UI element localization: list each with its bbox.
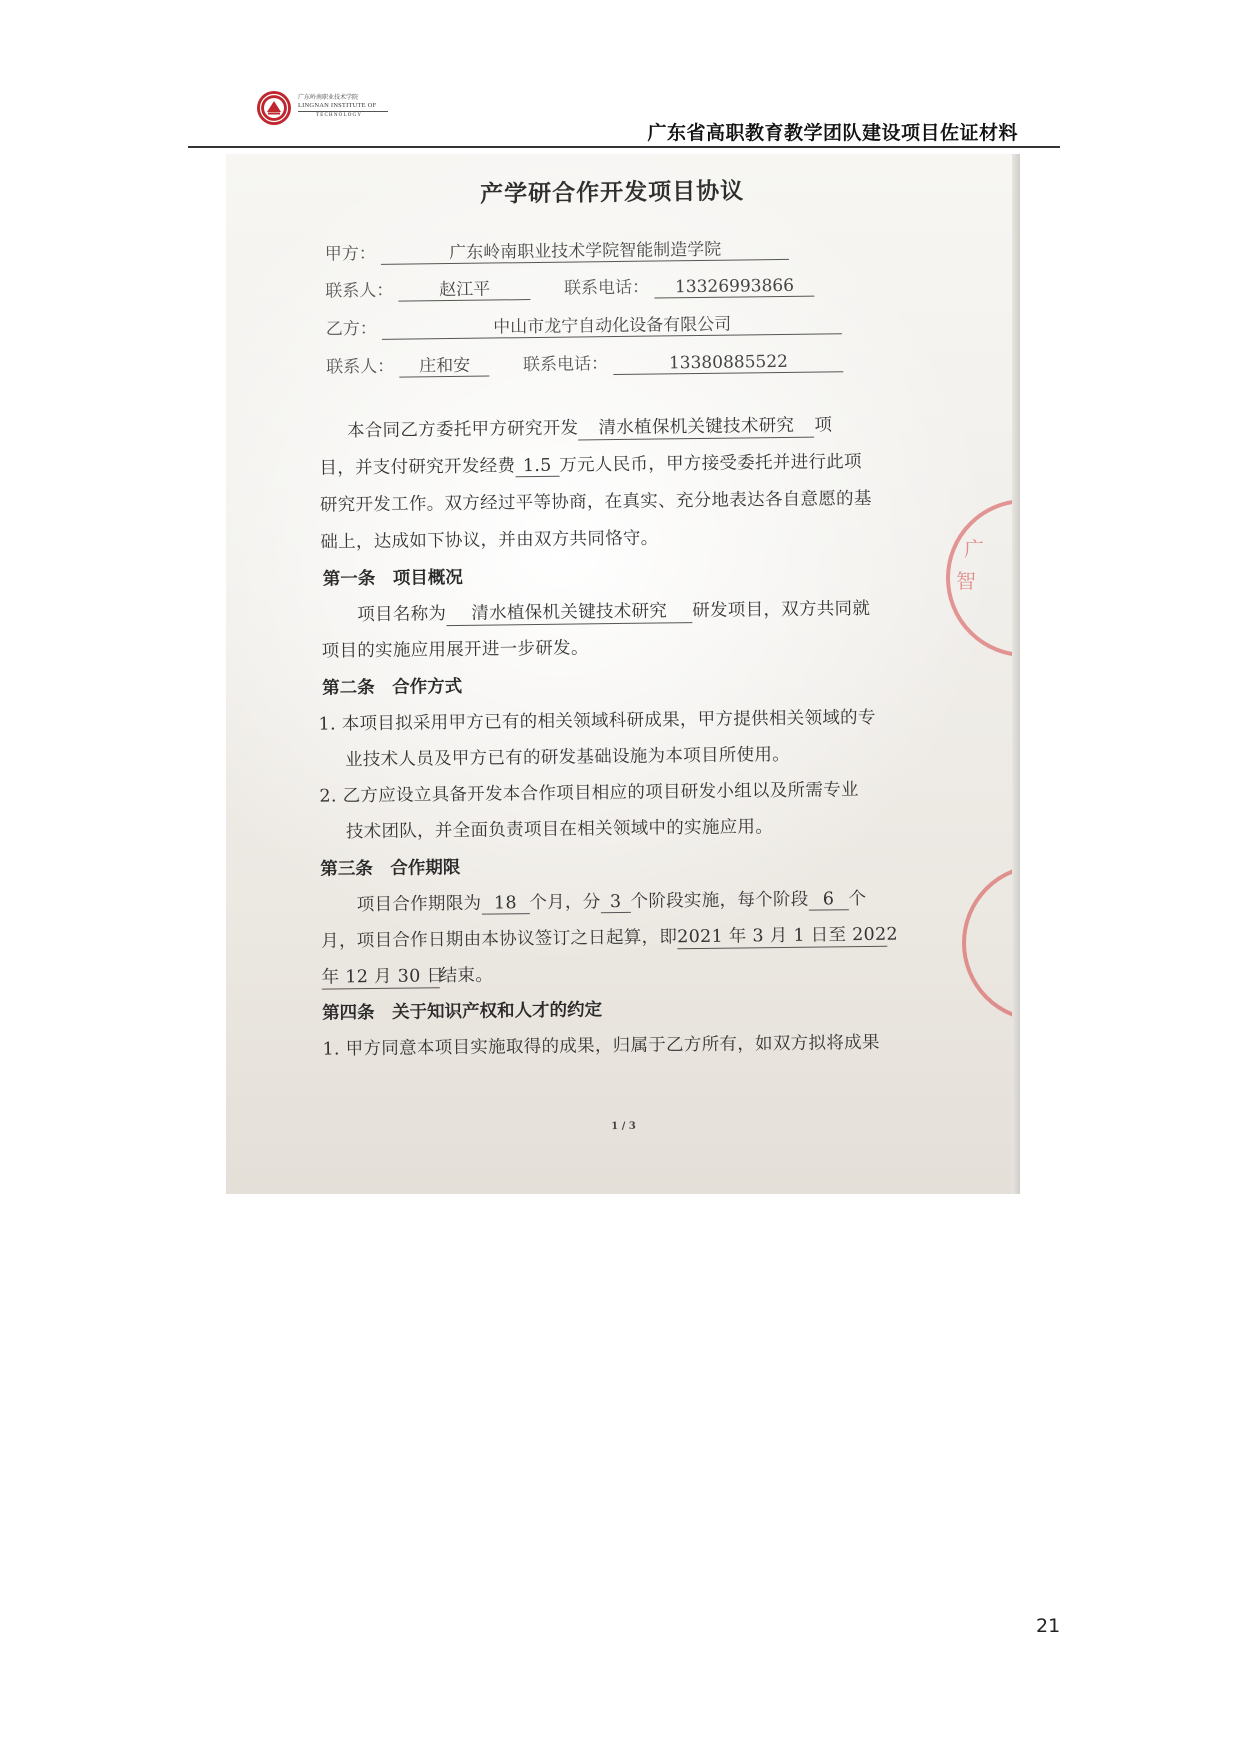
party-a-contact-label: 联系人： <box>325 280 394 302</box>
article-2-heading: 第二条 合作方式 <box>322 676 463 699</box>
party-a-phone: 13326993866 <box>654 276 814 299</box>
article-1-line-2: 项目的实施应用展开进一步研发。 <box>321 638 589 662</box>
intro-text: 项 <box>814 415 833 436</box>
intro-text: 本合同乙方委托甲方研究开发 <box>346 418 579 442</box>
article-1-heading: 第一条 项目概况 <box>322 567 463 590</box>
logo-en-name-2: TECHNOLOGY <box>316 113 363 118</box>
article-2-item-2b: 技术团队，并全面负责项目在相关领域中的实施应用。 <box>345 817 774 843</box>
intro-text: 万元人民币，甲方接受委托并进行此项 <box>559 452 862 476</box>
intro-text: 目，并支付研究开发经费 <box>319 456 516 479</box>
article-3-months: 18 <box>481 893 529 915</box>
intro-fee: 1.5 <box>515 456 559 478</box>
article-3-date-range-start: 2021 年 3 月 1 日至 2022 <box>677 921 887 950</box>
article-3-line-2 <box>321 921 899 954</box>
article-2-item-2a: 2. 乙方应设立具备开发本合作项目相应的项目研发小组以及所需专业 <box>319 780 859 807</box>
article-text: 个月，分 <box>529 892 601 914</box>
article-4-item-1: 1. 甲方同意本项目实施取得的成果，归属于乙方所有，如双方拟将成果 <box>322 1032 880 1060</box>
page-number: 21 <box>1036 1615 1061 1637</box>
article-3-date-range-end: 年 12 月 30 日 <box>322 962 440 989</box>
party-b-label: 乙方： <box>325 318 377 340</box>
page-header <box>188 88 1060 148</box>
party-a-contact: 赵江平 <box>399 274 531 302</box>
scan-page-indicator: 1 / 3 <box>611 1120 636 1133</box>
intro-line-4: 础上，达成如下协议，并由双方共同恪守。 <box>320 528 659 553</box>
intro-line-3: 研究开发工作。双方经过平等协商，在真实、充分地表达各自意愿的基 <box>319 488 872 516</box>
article-1-line-1 <box>357 595 870 627</box>
party-a-contact-row <box>325 271 814 303</box>
intro-project-name: 清水植保机关键技术研究 <box>578 412 814 441</box>
article-text: 项目名称为 <box>357 604 447 626</box>
article-text: 项目合作期限为 <box>356 893 482 916</box>
article-text: 研发项目，双方共同就 <box>692 598 871 622</box>
agreement-title: 产学研合作开发项目协议 <box>479 178 745 208</box>
article-3-line-3 <box>322 962 494 990</box>
article-4-heading: 第四条 关于知识产权和人才的约定 <box>322 1000 603 1024</box>
college-seal-icon <box>256 90 292 126</box>
header-title: 广东省高职教育教学团队建设项目佐证材料 <box>647 122 1018 144</box>
intro-line-1 <box>347 411 833 443</box>
article-text: 个阶段实施，每个阶段 <box>630 889 809 912</box>
party-b-phone: 13380885522 <box>613 351 843 375</box>
article-2-item-1b: 业技术人员及甲方已有的研发基础设施为本项目所使用。 <box>344 744 791 771</box>
agreement-paper <box>226 154 1016 1194</box>
logo-cn-name: 广东岭南职业技术学院 <box>298 94 359 101</box>
logo-rule <box>298 111 388 112</box>
article-text: 结束。 <box>439 965 494 987</box>
article-3-stage-months: 6 <box>808 889 848 910</box>
party-b-contact: 庄和安 <box>399 351 489 378</box>
party-a-name: 广东岭南职业技术学院智能制造学院 <box>381 234 789 265</box>
logo-en-name: LINGNAN INSTITUTE OF <box>298 102 377 109</box>
article-1-project-name: 清水植保机关键技术研究 <box>446 597 692 626</box>
article-3-heading: 第三条 合作期限 <box>320 857 461 880</box>
article-text: 个 <box>848 888 867 910</box>
party-a-row <box>325 234 790 266</box>
stamp-glyph: 广 <box>964 537 984 561</box>
header-rule <box>188 146 1060 148</box>
scanned-agreement-photo <box>226 154 1020 1194</box>
party-a-phone-label: 联系电话： <box>563 277 650 299</box>
party-a-label: 甲方： <box>324 243 376 265</box>
article-2-item-1a: 1. 本项目拟采用甲方已有的相关领域科研成果，甲方提供相关领域的专 <box>318 707 876 735</box>
party-b-contact-label: 联系人： <box>326 356 395 378</box>
intro-line-2 <box>319 448 862 480</box>
article-3-stages: 3 <box>600 892 630 913</box>
party-b-row <box>326 308 843 340</box>
party-b-contact-row <box>326 346 843 378</box>
party-b-name: 中山市龙宁自动化设备有限公司 <box>382 308 842 340</box>
scan-paper-edge <box>1012 154 1020 1194</box>
article-text: 月，项目合作日期由本协议签订之日起算，即 <box>321 927 678 952</box>
stamp-glyph: 智 <box>956 569 976 593</box>
article-3-line-1 <box>357 885 867 916</box>
college-logo <box>256 88 386 132</box>
party-b-phone-label: 联系电话： <box>522 354 609 376</box>
